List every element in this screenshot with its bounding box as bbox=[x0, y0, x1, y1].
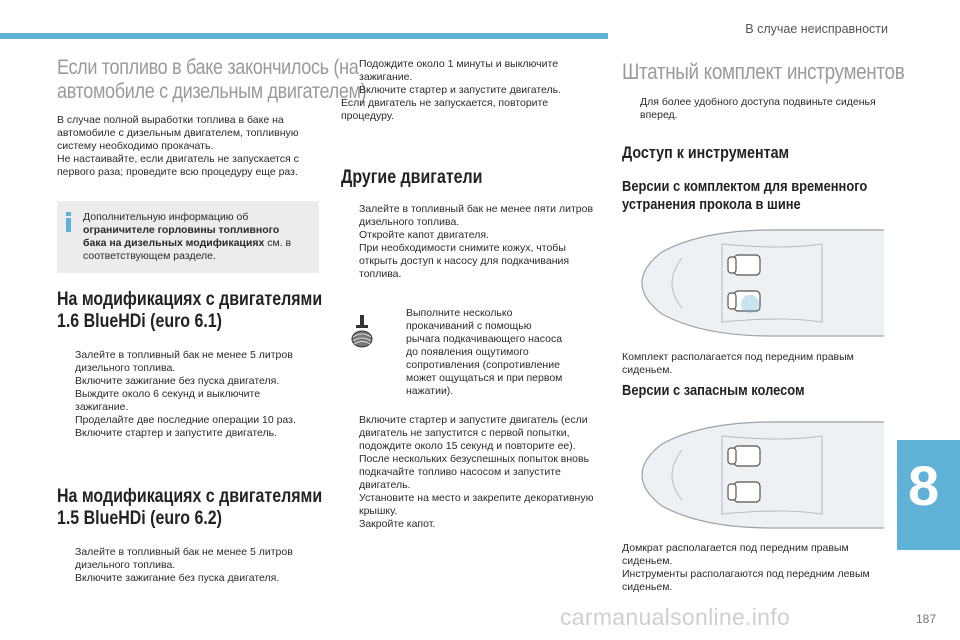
list-item: При необходимости снимите кожух, чтобы открыть доступ к насосу для подкачивания топлива. bbox=[359, 242, 570, 280]
list-item: Включите стартер и запустите двигатель. bbox=[359, 84, 562, 96]
list-item: Включите стартер и запустите двигатель. bbox=[75, 427, 278, 439]
seat-front-right-icon bbox=[728, 482, 760, 502]
list-item: Залейте в топливный бак не менее пяти литров дизельного топлива. bbox=[359, 203, 594, 228]
subtitle-repair-kit: Версии с комплектом для временного устранения прокола в шине bbox=[622, 178, 868, 213]
list-item: Включите зажигание без пуска двигателя. bbox=[75, 375, 280, 387]
hand-pump-icon bbox=[349, 315, 375, 349]
column-1 bbox=[57, 56, 367, 585]
section-title-diesel-fuel: Если топливо в баке закончилось (на автомобиле с дизельным двигателем) bbox=[57, 56, 367, 103]
list-item: Закройте капот. bbox=[359, 518, 436, 530]
list-item: После нескольких безуспешных попыток вновь подкачайте топливо насосом и запустите двигатель. bbox=[359, 453, 590, 491]
list-item: Подождите около 1 минуты и выключите зажигание. bbox=[359, 58, 559, 83]
chapter-number: 8 bbox=[908, 454, 940, 517]
seat-front-left-icon bbox=[728, 446, 760, 466]
chapter-tab bbox=[897, 440, 960, 550]
list-item: Выждите около 6 секунд и выключите зажигание. bbox=[75, 388, 261, 413]
info-box: Дополнительную информацию об ограничителе горловины топливного бака на дизельных модификациях см. в соответствующем разделе. bbox=[57, 201, 319, 273]
section-title-16-bluehdi: На модификациях с двигателями 1.6 BlueHDi (euro 6.1) bbox=[57, 289, 323, 332]
list-item: Установите на место и закрепите декоративную крышку. bbox=[359, 492, 594, 517]
steps-list-final bbox=[341, 414, 603, 531]
seat-front-left-icon bbox=[728, 255, 760, 275]
retry-text: Если двигатель не запускается, повторите процедуру. bbox=[341, 97, 549, 122]
list-item: Откройте капот двигателя. bbox=[359, 229, 489, 241]
list-item: Залейте в топливный бак не менее 5 литров дизельного топлива. bbox=[75, 546, 293, 571]
caption-spare-wheel: Домкрат располагается под передним правым сиденьем. Инструменты располагаются под передним левым сиденьем. bbox=[622, 542, 870, 593]
watermark: carmanualsonline.info bbox=[560, 604, 791, 630]
steps-list-15 bbox=[57, 546, 319, 585]
section-title-other-engines: Другие двигатели bbox=[341, 167, 483, 188]
page-number: 187 bbox=[916, 612, 937, 626]
column-3 bbox=[622, 59, 905, 214]
section-title-access: Доступ к инструментам bbox=[622, 143, 790, 162]
info-icon bbox=[66, 212, 71, 232]
list-item: Для более удобного доступа подвиньте сиденья вперед. bbox=[640, 96, 876, 121]
steps-list-other bbox=[341, 203, 603, 281]
location-highlight bbox=[741, 295, 759, 313]
column-2 bbox=[341, 58, 603, 531]
subtitle-spare-wheel: Версии с запасным колесом bbox=[622, 382, 805, 399]
pump-step: Выполните несколько прокачиваний с помощью рычага подкачивающего насоса до появления ощутимого сопротивления (сопротивление может ощущаться и при первом нажатии). bbox=[341, 307, 603, 398]
running-header: В случае неисправности bbox=[745, 22, 888, 36]
steps-list-16 bbox=[57, 349, 319, 440]
list-item: Включите стартер и запустите двигатель (если двигатель не запустится с первой попытки, подождите около 15 секунд и повторите ее). bbox=[359, 414, 588, 452]
caption-repair-kit: Комплект располагается под передним правым сиденьем. bbox=[622, 351, 854, 376]
car-diagram-repair-kit bbox=[622, 222, 884, 344]
top-accent-bar bbox=[0, 33, 608, 39]
intro-text: В случае полной выработки топлива в баке на автомобиле с дизельным двигателем, топливную систему необходимо прокачать. Не настаивайте, если двигатель не запускается с первого раза; проведите всю процедуру еще раз. bbox=[57, 114, 299, 178]
tool-kit-note bbox=[622, 96, 884, 122]
section-title-tool-kit: Штатный комплект инструментов bbox=[622, 59, 905, 84]
section-title-15-bluehdi: На модификациях с двигателями 1.5 BlueHDi (euro 6.2) bbox=[57, 486, 323, 529]
list-item: Включите зажигание без пуска двигателя. bbox=[75, 572, 280, 584]
car-diagram-spare-wheel bbox=[622, 416, 884, 534]
list-item: Проделайте две последние операции 10 раз. bbox=[75, 414, 296, 426]
steps-list-continued bbox=[341, 58, 603, 97]
list-item: Залейте в топливный бак не менее 5 литров дизельного топлива. bbox=[75, 349, 293, 374]
